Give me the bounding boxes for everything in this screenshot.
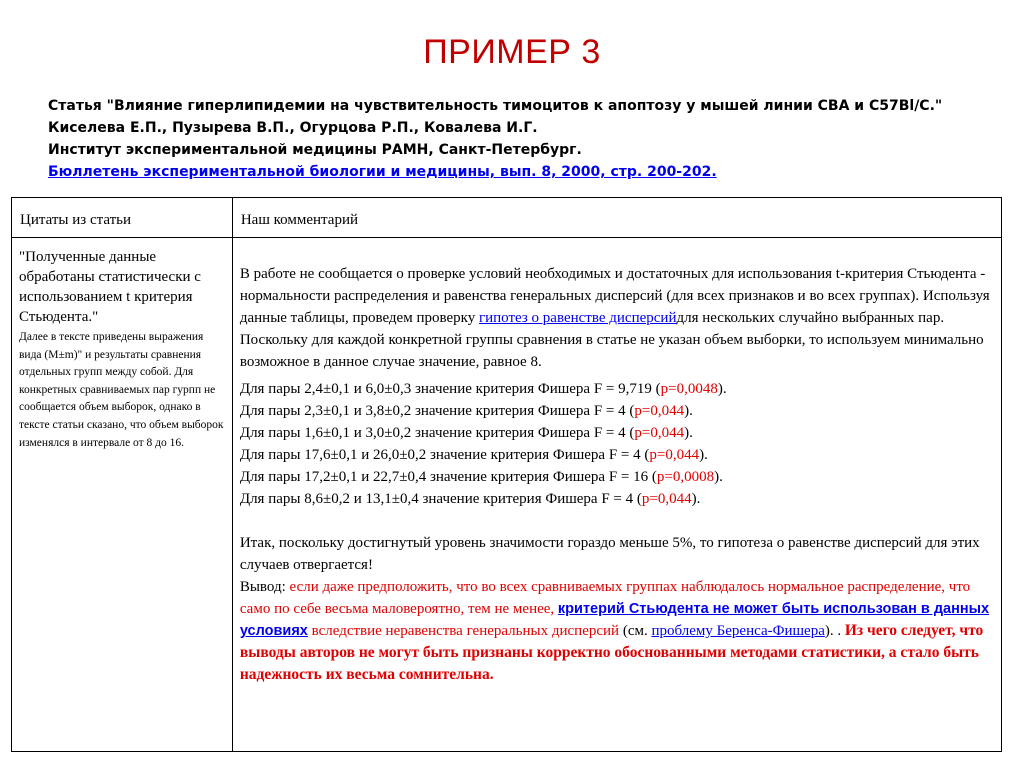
- final-conclusion: Из чего следует, что выводы авторов не могут быть признаны корректно обоснованными методами статистики, а стало быть надежность их весьма сомнительна.: [239, 622, 984, 683]
- quote-text: "Полученные данные обработаны статистически с использованием t критерия Стьюдента.": [19, 249, 201, 325]
- vyvod-after-text: вследствие неравенства генеральных дисперсий: [307, 623, 620, 639]
- p-value: p=0,044: [634, 425, 685, 441]
- quote-cell: [12, 238, 233, 752]
- pair-line: Для пары 2,3±0,1 и 3,8±0,2 значение критерия Фишера F = 4 (p=0,044).: [239, 403, 693, 419]
- variance-hypothesis-link[interactable]: гипотез о равенстве дисперсий: [478, 310, 677, 326]
- table-header-row: [12, 198, 1002, 238]
- student-criterion-link[interactable]: критерий Стьюдента не может быть использован в данных условиях: [239, 601, 990, 639]
- quote-note: Далее в тексте приведены выражения вида (M±m)" и результаты сравнения отдельных групп между собой. Для конкретных сравниваемых пар гурпп не сообщается объем выборок, однако в тексте статьи сказано, что объем выборок изменялся в интервале от 8 до 16.: [19, 331, 224, 449]
- pairs-list: [240, 378, 995, 510]
- slide-title: ПРИМЕР 3: [423, 33, 601, 71]
- article-institute: Институт экспериментальной медицины РАМН, Санкт-Петербург.: [48, 142, 582, 158]
- behrens-fisher-link[interactable]: проблему Беренса-Фишера: [651, 623, 825, 639]
- review-table: [11, 197, 1002, 752]
- comment-paragraph-1: В работе не сообщается о проверке условий необходимых и достаточных для использования t-критерия Стьюдента - нормальности распределения и равенства генеральных дисперсий (для всех признаков и во всех группах). Используя данные таблицы, проведем проверку гипотез о равенстве дисперсийдля нескольких случайно выбранных пар. Поскольку для каждой конкретной группы сравнения в статье не указан объем выборки, то используем минимально возможное в данное случае значение, равное 8.: [239, 266, 990, 370]
- p-value: p=0,044: [634, 403, 685, 419]
- p-value: p=0,044: [641, 491, 692, 507]
- pair-line: Для пары 1,6±0,1 и 3,0±0,2 значение критерия Фишера F = 4 (p=0,044).: [239, 425, 693, 441]
- p-value: p=0,044: [649, 447, 700, 463]
- vyvod-label: Вывод:: [239, 579, 290, 595]
- col-header-quotes: Цитаты из статьи: [12, 198, 233, 238]
- pair-line: Для пары 8,6±0,2 и 13,1±0,4 значение критерия Фишера F = 4 (p=0,044).: [239, 491, 701, 507]
- comment-cell: [232, 238, 1001, 752]
- conclusion-text: Итак, поскольку достигнутый уровень значимости гораздо меньше 5%, то гипотеза о равенстве дисперсий для этих случаев отвергается!: [239, 535, 980, 573]
- vyvod-paragraph: Вывод: если даже предположить, что во всех сравниваемых группах наблюдалось нормальное распределение, что само по себе весьма маловероятно, тем не менее, критерий Стьюдента не может быть использован в данных условиях вследствие неравенства генеральных дисперсий (см. проблему Беренса-Фишера). . Из чего следует, что выводы авторов не могут быть признаны корректно обоснованными методами статистики, а стало быть надежность их весьма сомнительна.: [239, 579, 990, 683]
- article-title: Статья "Влияние гиперлипидемии на чувствительность тимоцитов к апоптозу у мышей линии CBA и C57Bl/C.": [48, 98, 943, 114]
- vyvod-red-text: если даже предположить, что во всех сравниваемых группах наблюдалось нормальное распределение, что само по себе весьма маловероятно, тем не менее,: [239, 579, 971, 617]
- table-row: [12, 238, 1002, 752]
- article-authors: Киселева Е.П., Пузырева В.П., Огурцова Р.П., Ковалева И.Г.: [48, 120, 538, 136]
- p-value: p=0,0048: [660, 381, 718, 397]
- pair-line: Для пары 2,4±0,1 и 6,0±0,3 значение критерия Фишера F = 9,719 (p=0,0048).: [239, 381, 727, 397]
- pair-line: Для пары 17,6±0,1 и 26,0±0,2 значение критерия Фишера F = 4 (p=0,044).: [239, 447, 708, 463]
- article-header: [48, 95, 1008, 183]
- p-value: p=0,0008: [656, 469, 715, 485]
- pair-line: Для пары 17,2±0,1 и 22,7±0,4 значение критерия Фишера F = 16 (p=0,0008).: [239, 469, 723, 485]
- col-header-comment: Наш комментарий: [232, 198, 1001, 238]
- journal-link[interactable]: Бюллетень экспериментальной биологии и медицины, вып. 8, 2000, стр. 200-202.: [48, 164, 717, 180]
